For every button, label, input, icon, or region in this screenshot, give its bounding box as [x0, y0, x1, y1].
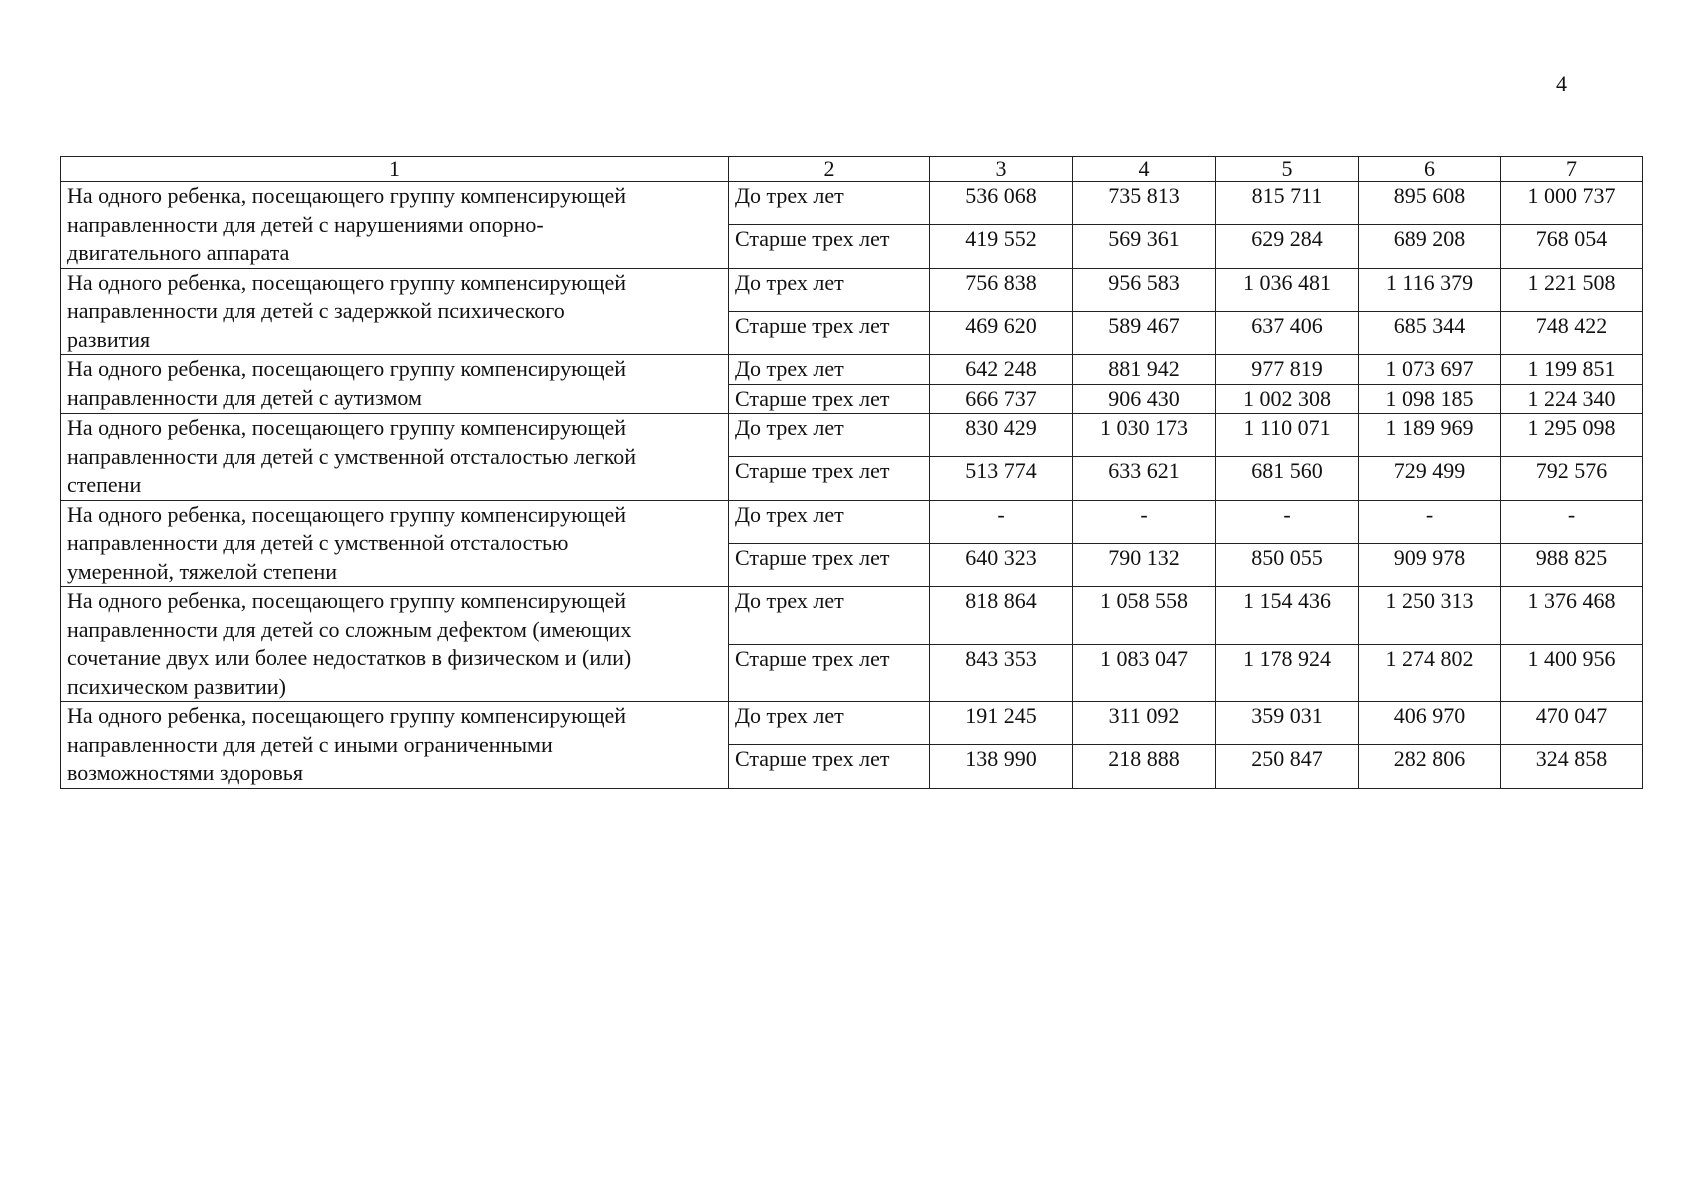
value-cell: 729 499: [1359, 457, 1501, 500]
description-line: На одного ребенка, посещающего группу компенсирующей: [67, 588, 627, 613]
description-line: На одного ребенка, посещающего группу компенсирующей: [67, 501, 627, 527]
table-row: [61, 355, 1643, 385]
value-cell: 681 560: [1216, 457, 1359, 500]
description-line: направленности для детей с задержкой психического: [67, 298, 565, 323]
value-cell: 138 990: [930, 745, 1073, 788]
value-cell: 536 068: [930, 182, 1073, 225]
value-cell: 637 406: [1216, 311, 1359, 354]
description-line: На одного ребенка, посещающего группу компенсирующей: [67, 415, 627, 440]
age-group-cell: До трех лет: [729, 355, 930, 385]
category-description: [61, 268, 729, 355]
value-cell: 977 819: [1216, 355, 1359, 385]
age-group-cell: До трех лет: [729, 500, 930, 543]
value-cell: 685 344: [1359, 311, 1501, 354]
description-line: психическом развитии): [67, 673, 286, 699]
column-number: 6: [1359, 157, 1501, 182]
value-cell: 1 116 379: [1359, 268, 1501, 311]
value-cell: 1 376 468: [1501, 587, 1643, 645]
value-cell: 666 737: [930, 384, 1073, 414]
value-cell: 1 274 802: [1359, 644, 1501, 702]
value-cell: 1 199 851: [1501, 355, 1643, 385]
value-cell: 748 422: [1501, 311, 1643, 354]
value-cell: 1 250 313: [1359, 587, 1501, 645]
value-cell: 1 073 697: [1359, 355, 1501, 385]
column-number: 7: [1501, 157, 1643, 182]
value-cell: 469 620: [930, 311, 1073, 354]
value-cell: 282 806: [1359, 745, 1501, 788]
description-line: направленности для детей со сложным дефектом (имеющих: [67, 616, 632, 642]
table-row: [61, 414, 1643, 457]
value-cell: 569 361: [1073, 225, 1216, 268]
value-cell: 1 058 558: [1073, 587, 1216, 645]
description-line: возможностями здоровья: [67, 760, 303, 785]
description-line: развития: [67, 326, 151, 352]
value-cell: 513 774: [930, 457, 1073, 500]
category-description: [61, 587, 729, 702]
value-cell: 1 189 969: [1359, 414, 1501, 457]
description-line: На одного ребенка, посещающего группу компенсирующей: [67, 269, 627, 295]
value-cell: 843 353: [930, 644, 1073, 702]
age-group-cell: Старше трех лет: [729, 384, 930, 414]
category-description: [61, 500, 729, 587]
age-group-cell: До трех лет: [729, 268, 930, 311]
description-line: направленности для детей с аутизмом: [67, 384, 422, 410]
value-cell: 895 608: [1359, 182, 1501, 225]
value-cell: 406 970: [1359, 702, 1501, 745]
value-cell: 1 295 098: [1501, 414, 1643, 457]
category-description: [61, 702, 729, 789]
value-cell: 1 110 071: [1216, 414, 1359, 457]
value-cell: 1 224 340: [1501, 384, 1643, 414]
table-row: [61, 182, 1643, 225]
value-cell: 830 429: [930, 414, 1073, 457]
cost-table: [60, 156, 1643, 789]
column-number: 5: [1216, 157, 1359, 182]
description-line: На одного ребенка, посещающего группу компенсирующей: [67, 703, 627, 728]
table-row: [61, 702, 1643, 745]
value-cell: -: [1073, 500, 1216, 543]
value-cell: 956 583: [1073, 268, 1216, 311]
value-cell: 1 036 481: [1216, 268, 1359, 311]
value-cell: 1 400 956: [1501, 644, 1643, 702]
value-cell: 790 132: [1073, 543, 1216, 586]
column-number: 3: [930, 157, 1073, 182]
value-cell: 756 838: [930, 268, 1073, 311]
value-cell: 1 178 924: [1216, 644, 1359, 702]
description-line: направленности для детей с иными ограниченными: [67, 731, 553, 757]
value-cell: 815 711: [1216, 182, 1359, 225]
description-line: На одного ребенка, посещающего группу компенсирующей: [67, 356, 627, 381]
value-cell: 1 083 047: [1073, 644, 1216, 702]
category-description: [61, 182, 729, 269]
value-cell: 818 864: [930, 587, 1073, 645]
description-line: На одного ребенка, посещающего группу компенсирующей: [67, 183, 627, 208]
table-row: [61, 268, 1643, 311]
description-line: степени: [67, 472, 142, 497]
age-group-cell: Старше трех лет: [729, 457, 930, 500]
value-cell: 419 552: [930, 225, 1073, 268]
description-line: направленности для детей с нарушениями опорно-: [67, 211, 544, 237]
value-cell: 324 858: [1501, 745, 1643, 788]
value-cell: 1 098 185: [1359, 384, 1501, 414]
age-group-cell: До трех лет: [729, 414, 930, 457]
description-line: умеренной, тяжелой степени: [67, 558, 338, 584]
age-group-cell: До трех лет: [729, 587, 930, 645]
age-group-cell: Старше трех лет: [729, 543, 930, 586]
value-cell: 629 284: [1216, 225, 1359, 268]
age-group-cell: Старше трех лет: [729, 311, 930, 354]
value-cell: 359 031: [1216, 702, 1359, 745]
value-cell: -: [1501, 500, 1643, 543]
age-group-cell: Старше трех лет: [729, 745, 930, 788]
value-cell: 1 002 308: [1216, 384, 1359, 414]
value-cell: 850 055: [1216, 543, 1359, 586]
value-cell: 909 978: [1359, 543, 1501, 586]
value-cell: 250 847: [1216, 745, 1359, 788]
age-group-cell: До трех лет: [729, 182, 930, 225]
value-cell: 1 030 173: [1073, 414, 1216, 457]
value-cell: -: [1216, 500, 1359, 543]
column-number: 1: [61, 157, 729, 182]
value-cell: 642 248: [930, 355, 1073, 385]
table-row: [61, 500, 1643, 543]
value-cell: 768 054: [1501, 225, 1643, 268]
value-cell: 988 825: [1501, 543, 1643, 586]
column-numbers-row: [61, 157, 1643, 182]
age-group-cell: Старше трех лет: [729, 644, 930, 702]
value-cell: 906 430: [1073, 384, 1216, 414]
age-group-cell: До трех лет: [729, 702, 930, 745]
value-cell: -: [1359, 500, 1501, 543]
value-cell: 218 888: [1073, 745, 1216, 788]
value-cell: 1 154 436: [1216, 587, 1359, 645]
category-description: [61, 414, 729, 501]
category-description: [61, 355, 729, 414]
value-cell: -: [930, 500, 1073, 543]
description-line: сочетание двух или более недостатков в физическом и (или): [67, 645, 632, 670]
value-cell: 589 467: [1073, 311, 1216, 354]
column-number: 4: [1073, 157, 1216, 182]
table-row: [61, 587, 1643, 645]
page-number: 4: [1556, 71, 1567, 96]
description-line: направленности для детей с умственной отсталостью легкой: [67, 443, 637, 469]
value-cell: 470 047: [1501, 702, 1643, 745]
description-line: направленности для детей с умственной отсталостью: [67, 530, 569, 555]
value-cell: 191 245: [930, 702, 1073, 745]
age-group-cell: Старше трех лет: [729, 225, 930, 268]
value-cell: 311 092: [1073, 702, 1216, 745]
value-cell: 633 621: [1073, 457, 1216, 500]
description-line: двигательного аппарата: [67, 240, 290, 265]
value-cell: 640 323: [930, 543, 1073, 586]
value-cell: 689 208: [1359, 225, 1501, 268]
value-cell: 735 813: [1073, 182, 1216, 225]
value-cell: 792 576: [1501, 457, 1643, 500]
value-cell: 881 942: [1073, 355, 1216, 385]
column-number: 2: [729, 157, 930, 182]
value-cell: 1 221 508: [1501, 268, 1643, 311]
value-cell: 1 000 737: [1501, 182, 1643, 225]
